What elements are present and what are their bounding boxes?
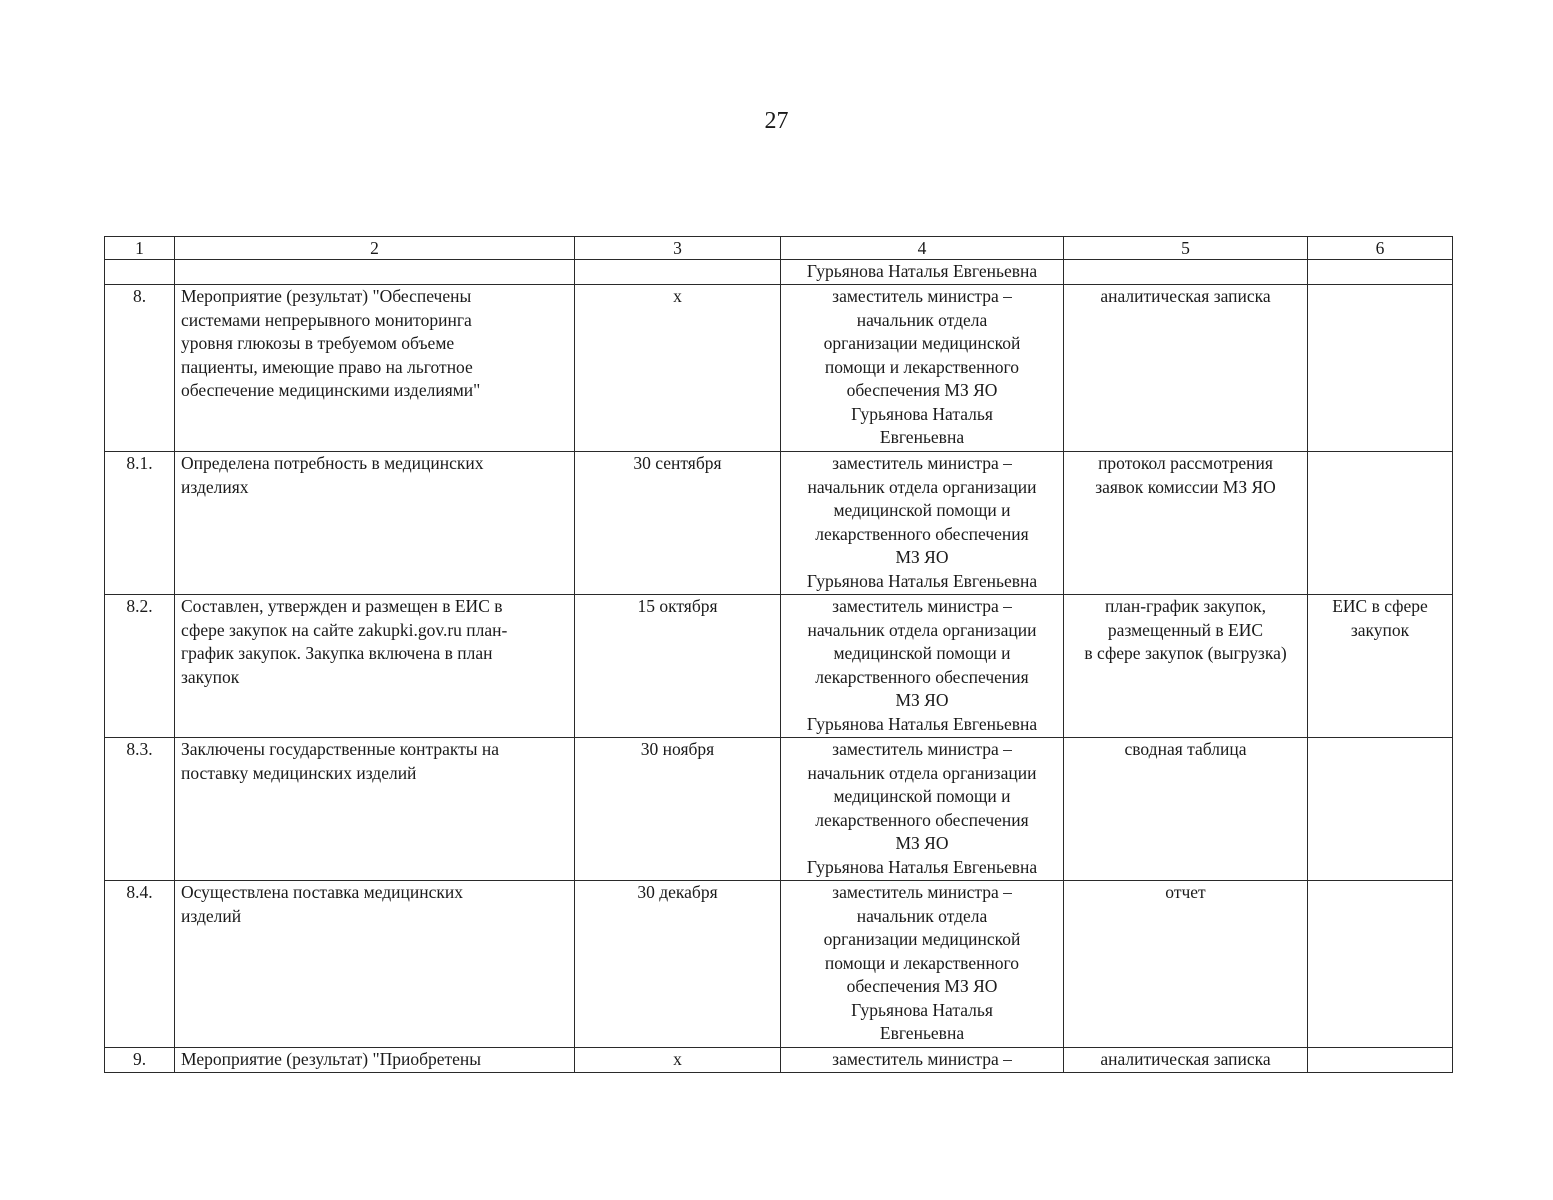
result-document: сводная таблица — [1064, 738, 1308, 881]
event-text: Составлен, утвержден и размещен в ЕИС в сфере закупок на сайте zakupki.gov.ru план- график закупок. Закупка включена в план закупок — [175, 595, 575, 738]
column-header: 4 — [781, 237, 1064, 260]
table-header-row — [105, 237, 1453, 260]
responsible-person: заместитель министра – начальник отдела организации медицинской помощи и лекарственного обеспечения МЗ ЯО Гурьянова Наталья Евгеньевна — [781, 881, 1064, 1048]
event-text: Определена потребность в медицинских изделиях — [175, 452, 575, 595]
information-source — [1308, 260, 1453, 285]
row-number — [105, 260, 175, 285]
responsible-person: заместитель министра – — [781, 1048, 1064, 1073]
column-header: 1 — [105, 237, 175, 260]
due-date: 30 сентября — [575, 452, 781, 595]
due-date — [575, 260, 781, 285]
result-document: протокол рассмотрения заявок комиссии МЗ ЯО — [1064, 452, 1308, 595]
row-number: 8.3. — [105, 738, 175, 881]
due-date: 30 декабря — [575, 881, 781, 1048]
event-text: Мероприятие (результат) "Приобретены — [175, 1048, 575, 1073]
due-date: 15 октября — [575, 595, 781, 738]
information-source — [1308, 285, 1453, 452]
result-document: отчет — [1064, 881, 1308, 1048]
event-text — [175, 260, 575, 285]
information-source: ЕИС в сфере закупок — [1308, 595, 1453, 738]
column-header: 2 — [175, 237, 575, 260]
due-date: х — [575, 285, 781, 452]
event-text: Мероприятие (результат) "Обеспечены системами непрерывного мониторинга уровня глюкозы в требуемом объеме пациенты, имеющие право на льготное обеспечение медицинскими изделиями" — [175, 285, 575, 452]
information-source — [1308, 1048, 1453, 1073]
result-document: аналитическая записка — [1064, 1048, 1308, 1073]
row-number: 9. — [105, 1048, 175, 1073]
table-row — [105, 595, 1453, 738]
event-text: Заключены государственные контракты на поставку медицинских изделий — [175, 738, 575, 881]
information-source — [1308, 452, 1453, 595]
table-row — [105, 452, 1453, 595]
responsible-person: заместитель министра – начальник отдела организации медицинской помощи и лекарственного обеспечения МЗ ЯО Гурьянова Наталья Евгеньевна — [781, 285, 1064, 452]
information-source — [1308, 881, 1453, 1048]
responsible-person: заместитель министра – начальник отдела организации медицинской помощи и лекарственного обеспечения МЗ ЯО Гурьянова Наталья Евгеньевна — [781, 595, 1064, 738]
document-table — [104, 236, 1453, 1073]
result-document — [1064, 260, 1308, 285]
event-text: Осуществлена поставка медицинских изделий — [175, 881, 575, 1048]
table-row — [105, 1048, 1453, 1073]
table-row — [105, 260, 1453, 285]
table-row — [105, 285, 1453, 452]
column-header: 3 — [575, 237, 781, 260]
page-number: 27 — [764, 108, 789, 134]
column-header: 6 — [1308, 237, 1453, 260]
column-header: 5 — [1064, 237, 1308, 260]
result-document: аналитическая записка — [1064, 285, 1308, 452]
table-row — [105, 738, 1453, 881]
due-date: х — [575, 1048, 781, 1073]
result-document: план-график закупок, размещенный в ЕИС в сфере закупок (выгрузка) — [1064, 595, 1308, 738]
responsible-person: заместитель министра – начальник отдела организации медицинской помощи и лекарственного обеспечения МЗ ЯО Гурьянова Наталья Евгеньевна — [781, 452, 1064, 595]
responsible-person: Гурьянова Наталья Евгеньевна — [781, 260, 1064, 285]
responsible-person: заместитель министра – начальник отдела организации медицинской помощи и лекарственного обеспечения МЗ ЯО Гурьянова Наталья Евгеньевна — [781, 738, 1064, 881]
row-number: 8.4. — [105, 881, 175, 1048]
row-number: 8.1. — [105, 452, 175, 595]
row-number: 8.2. — [105, 595, 175, 738]
information-source — [1308, 738, 1453, 881]
table-row — [105, 881, 1453, 1048]
due-date: 30 ноября — [575, 738, 781, 881]
row-number: 8. — [105, 285, 175, 452]
